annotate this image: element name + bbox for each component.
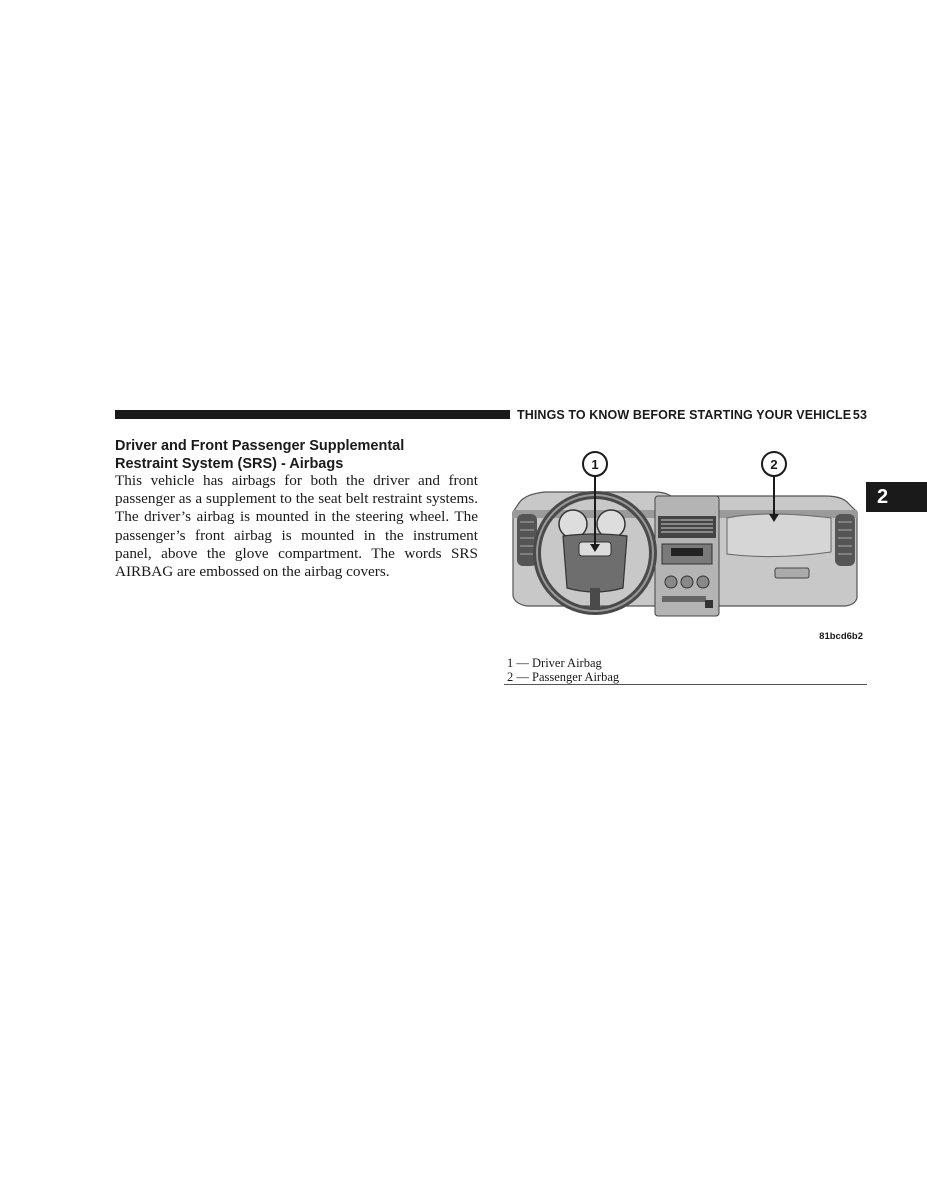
chapter-tab: 2 <box>866 482 927 512</box>
callout-2-label: 2 <box>770 457 778 472</box>
legend-rule <box>504 684 867 685</box>
section-heading-line-2: Restraint System (SRS) - Airbags <box>115 456 344 472</box>
figure-image-code: 81bcd6b2 <box>819 631 863 642</box>
figure-legend <box>507 656 867 684</box>
page-number: 53 <box>852 408 867 422</box>
legend-item-passenger-airbag: 2 — Passenger Airbag <box>507 670 620 684</box>
callout-1-label: 1 <box>591 457 599 472</box>
dashboard-figure <box>505 448 867 626</box>
running-title: THINGS TO KNOW BEFORE STARTING YOUR VEHICLE <box>517 408 852 422</box>
header-rule-bar <box>115 410 510 419</box>
section-heading-line-1: Driver and Front Passenger Supplemental <box>115 438 405 454</box>
dashboard-illustration <box>505 448 867 626</box>
section-heading <box>115 437 485 473</box>
section-body-text: This vehicle has airbags for both the driver and front passenger as a supplement to the seat belt restraint systems. The driver’s airbag is mounted in the steering wheel. The passenger’s front airbag is mounted in the instrument panel, above the glove compartment. The words SRS AIRBAG are embossed on the airbag covers. <box>115 472 478 581</box>
legend-item-driver-airbag: 1 — Driver Airbag <box>507 656 602 670</box>
running-head <box>517 408 867 422</box>
